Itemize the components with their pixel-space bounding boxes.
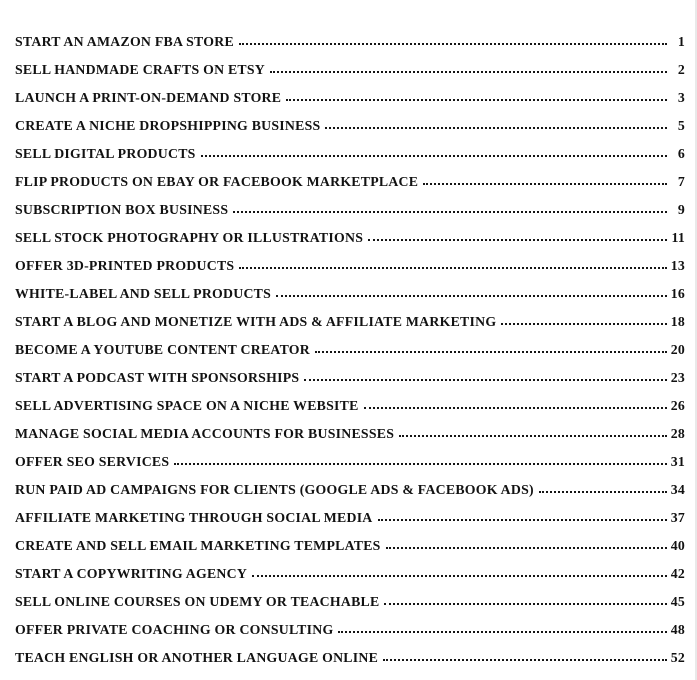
toc-entry-title: SUBSCRIPTION BOX BUSINESS [15, 202, 229, 217]
toc-entry[interactable] [15, 168, 685, 196]
toc-dot-leader [315, 351, 667, 353]
toc-page-number: 6 [677, 146, 685, 161]
toc-page-number: 23 [670, 370, 685, 385]
toc-entry[interactable] [15, 448, 685, 476]
toc-page-number: 52 [670, 650, 685, 665]
toc-page-number: 5 [677, 118, 685, 133]
toc-dot-leader [383, 659, 667, 661]
toc-page-number: 31 [670, 454, 685, 469]
toc-entry-title: CREATE A NICHE DROPSHIPPING BUSINESS [15, 118, 321, 133]
toc-dot-leader [252, 575, 667, 577]
toc-page-number: 45 [670, 594, 685, 609]
toc-entry-title: OFFER SEO SERVICES [15, 454, 170, 469]
table-of-contents [15, 28, 685, 672]
toc-entry-title: BECOME A YOUTUBE CONTENT CREATOR [15, 342, 310, 357]
toc-entry[interactable] [15, 280, 685, 308]
toc-dot-leader [423, 183, 667, 185]
toc-entry-title: OFFER 3D-PRINTED PRODUCTS [15, 258, 235, 273]
toc-dot-leader [386, 547, 667, 549]
toc-entry[interactable] [15, 224, 685, 252]
toc-page-number: 2 [677, 62, 685, 77]
toc-entry-title: START A BLOG AND MONETIZE WITH ADS & AFFILIATE MARKETING [15, 314, 497, 329]
toc-dot-leader [368, 239, 667, 241]
toc-entry[interactable] [15, 336, 685, 364]
toc-entry[interactable] [15, 308, 685, 336]
toc-entry-title: SELL DIGITAL PRODUCTS [15, 146, 196, 161]
toc-page-number: 18 [670, 314, 685, 329]
toc-page-number: 3 [677, 90, 685, 105]
toc-entry-title: MANAGE SOCIAL MEDIA ACCOUNTS FOR BUSINESSES [15, 426, 395, 441]
toc-entry[interactable] [15, 84, 685, 112]
toc-entry-title: RUN PAID AD CAMPAIGNS FOR CLIENTS (GOOGLE ADS & FACEBOOK ADS) [15, 482, 534, 497]
toc-entry[interactable] [15, 56, 685, 84]
toc-page-number: 42 [670, 566, 685, 581]
toc-entry[interactable] [15, 140, 685, 168]
toc-page-number: 13 [670, 258, 685, 273]
toc-entry-title: SELL ADVERTISING SPACE ON A NICHE WEBSITE [15, 398, 359, 413]
toc-entry-title: LAUNCH A PRINT-ON-DEMAND STORE [15, 90, 282, 105]
toc-page-number: 34 [670, 482, 685, 497]
toc-dot-leader [174, 463, 666, 465]
toc-dot-leader [378, 519, 667, 521]
toc-entry-title: SELL ONLINE COURSES ON UDEMY OR TEACHABLE [15, 594, 380, 609]
toc-entry-title: OFFER PRIVATE COACHING OR CONSULTING [15, 622, 334, 637]
toc-page-number: 40 [670, 538, 685, 553]
toc-entry-title: SELL STOCK PHOTOGRAPHY OR ILLUSTRATIONS [15, 230, 364, 245]
toc-page-number: 16 [670, 286, 685, 301]
toc-dot-leader [270, 71, 667, 73]
toc-entry-title: WHITE-LABEL AND SELL PRODUCTS [15, 286, 272, 301]
toc-dot-leader [276, 295, 667, 297]
toc-page-number: 28 [670, 426, 685, 441]
toc-page-number: 9 [677, 202, 685, 217]
toc-dot-leader [239, 43, 667, 45]
toc-entry[interactable] [15, 504, 685, 532]
toc-dot-leader [325, 127, 667, 129]
toc-entry[interactable] [15, 252, 685, 280]
toc-entry-title: START A COPYWRITING AGENCY [15, 566, 248, 581]
toc-entry[interactable] [15, 560, 685, 588]
toc-dot-leader [233, 211, 667, 213]
toc-entry[interactable] [15, 28, 685, 56]
toc-entry[interactable] [15, 364, 685, 392]
toc-entry[interactable] [15, 112, 685, 140]
toc-page-number: 11 [671, 230, 685, 245]
toc-dot-leader [399, 435, 667, 437]
toc-entry-title: START AN AMAZON FBA STORE [15, 34, 234, 49]
toc-entry-title: START A PODCAST WITH SPONSORSHIPS [15, 370, 300, 385]
toc-entry[interactable] [15, 588, 685, 616]
toc-entry-title: SELL HANDMADE CRAFTS ON ETSY [15, 62, 266, 77]
toc-dot-leader [539, 491, 667, 493]
toc-dot-leader [501, 323, 666, 325]
toc-dot-leader [201, 155, 667, 157]
toc-page-number: 1 [677, 34, 685, 49]
toc-dot-leader [286, 99, 667, 101]
toc-entry[interactable] [15, 476, 685, 504]
toc-dot-leader [338, 631, 666, 633]
toc-page-number: 37 [670, 510, 685, 525]
toc-entry-title: CREATE AND SELL EMAIL MARKETING TEMPLATES [15, 538, 381, 553]
toc-entry[interactable] [15, 532, 685, 560]
toc-dot-leader [384, 603, 666, 605]
toc-entry-title: TEACH ENGLISH OR ANOTHER LANGUAGE ONLINE [15, 650, 379, 665]
toc-page-number: 7 [677, 174, 685, 189]
toc-entry-title: AFFILIATE MARKETING THROUGH SOCIAL MEDIA [15, 510, 373, 525]
toc-entry[interactable] [15, 420, 685, 448]
toc-entry-title: FLIP PRODUCTS ON EBAY OR FACEBOOK MARKETPLACE [15, 174, 419, 189]
toc-dot-leader [304, 379, 666, 381]
toc-dot-leader [364, 407, 667, 409]
toc-entry[interactable] [15, 616, 685, 644]
toc-page-number: 26 [670, 398, 685, 413]
toc-page-number: 20 [670, 342, 685, 357]
toc-entry[interactable] [15, 644, 685, 672]
toc-entry[interactable] [15, 392, 685, 420]
toc-page-number: 48 [670, 622, 685, 637]
toc-dot-leader [239, 267, 666, 269]
toc-entry[interactable] [15, 196, 685, 224]
